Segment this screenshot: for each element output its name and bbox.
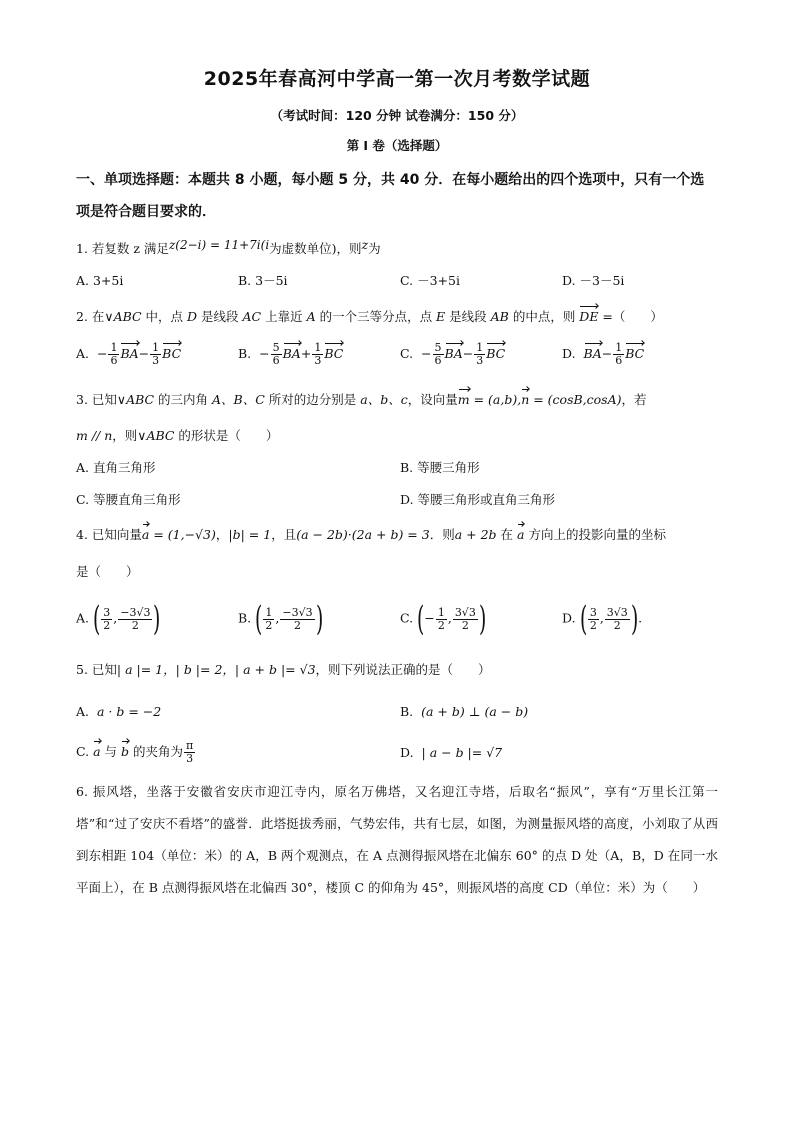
option-label: A. xyxy=(76,346,90,361)
exam-title: 2025年春高河中学高一第一次月考数学试题 xyxy=(203,68,591,90)
option-label: C. xyxy=(400,346,414,361)
q1-option-b[interactable]: B. 3－5i xyxy=(238,273,288,288)
q2-text: 上靠近 xyxy=(261,309,307,324)
option-label: C. xyxy=(76,744,90,759)
q4-text: ．则 xyxy=(429,527,455,542)
q5-text: ，则下列说法正确的是（ ） xyxy=(315,662,491,677)
q4-text: 4. 已知向量 xyxy=(76,527,142,542)
q1-option-c[interactable]: C. －3+5i xyxy=(400,273,460,288)
question-6: 6. 振风塔，坐落于安徽省安庆市迎江寺内，原名万佛塔，又名迎江寺塔，后取名“振风”，享有“万里长江第一塔”和“过了安庆不看塔”的盛誉．此塔挺拔秀丽，气势宏伟，共有七层，如图，为测量振风塔的高度，小刘取了从西到东相距 104（单位：米）的 A，B 两个观测点，在 A 点测得振风塔在北偏东 60° 的点 D 处（A，B，D 在同一水平面上），在 B 点测得振风塔在北偏西 30°，楼顶 C 的仰角为 45°，则振风塔的高度 CD（单位：米）为（ ） xyxy=(76,784,718,895)
q4-vector-a: a xyxy=(141,527,150,542)
exam-info: （考试时间：120 分钟 试卷满分：150 分） xyxy=(270,108,524,123)
q3-sides: a、b、c xyxy=(360,392,408,407)
q2-option-d[interactable]: D. BA− $\frac{1}{6}$ BC xyxy=(562,341,645,367)
q2-text: 是线段 xyxy=(445,309,491,324)
fraction: $\frac{3√3}{2}$ xyxy=(606,605,628,632)
q3-option-c[interactable]: C. 等腰直角三角形 xyxy=(76,492,181,507)
vector-ba: BA xyxy=(583,346,602,361)
q5-text: 的夹角为 xyxy=(129,744,183,759)
q5-option-b[interactable] xyxy=(400,703,528,721)
fraction: $\frac{5}{6}$ xyxy=(434,341,442,367)
vector-bc: BC xyxy=(625,346,645,361)
q4-vector-sum: a + 2b xyxy=(454,527,497,542)
option-label: A. xyxy=(76,704,90,719)
q3-parallel: m // n xyxy=(76,428,113,443)
option-label: D. xyxy=(400,745,414,760)
q3-text: 所对的边分别是 xyxy=(264,392,361,407)
vector-ba: BA xyxy=(444,346,463,361)
q3-text: 的形状是（ ） xyxy=(174,428,279,443)
q5-option-b-expr: (a + b) ⊥ (a − b) xyxy=(421,704,529,719)
q3-vector-n: n xyxy=(521,392,530,407)
fraction: $\frac{1}{3}$ xyxy=(314,341,322,367)
vector-bc: BC xyxy=(162,346,182,361)
fraction: $\frac{-3√3}{2}$ xyxy=(282,605,313,632)
q3-option-d[interactable]: D. 等腰三角形或直角三角形 xyxy=(400,492,556,507)
q1-var: z xyxy=(361,237,369,252)
q3-option-b[interactable]: B. 等腰三角形 xyxy=(400,460,480,475)
q3-text: 3. 已知∨ xyxy=(76,392,127,407)
option-label: B. xyxy=(238,610,252,626)
question-3 xyxy=(76,391,647,409)
q2-text: 是线段 xyxy=(197,309,243,324)
q1-prefix: 1. 若复数 z 满足 xyxy=(76,241,169,256)
q3-triangle: ABC xyxy=(126,392,155,407)
question-5 xyxy=(76,661,491,679)
q2-text: 的中点，则 xyxy=(508,309,580,324)
fraction: $\frac{3}{2}$ xyxy=(103,605,111,632)
q1-option-d[interactable]: D. －3－5i xyxy=(562,273,625,288)
fraction: $\frac{-3√3}{2}$ xyxy=(120,605,151,632)
q3-m-value: = (a,b), xyxy=(469,392,522,407)
fraction: $\frac{1}{3}$ xyxy=(476,341,484,367)
question-4 xyxy=(76,526,666,544)
q4-b-norm: |b| = 1 xyxy=(228,527,272,542)
q5-option-d-expr: | a − b |= √7 xyxy=(421,745,503,760)
q4-option-a[interactable]: A. ( $\frac{3}{2}$ , $\frac{-3√3}{2}$ ) xyxy=(76,599,161,639)
q5-cond-3: ，| a + b |= √3 xyxy=(222,662,316,677)
fraction: $\frac{1}{6}$ xyxy=(615,341,623,367)
q2-option-c[interactable]: C. − $\frac{5}{6}$ BA− $\frac{1}{3}$ BC xyxy=(400,341,506,367)
q5-option-a[interactable] xyxy=(76,703,161,721)
q5-option-d[interactable] xyxy=(400,744,502,762)
vector-bc: BC xyxy=(486,346,506,361)
q2-text: 的一个三等分点，点 xyxy=(315,309,437,324)
section-heading: 一、单项选择题：本题共 8 小题，每小题 5 分，共 40 分．在每小题给出的四个选项中，只有一个选项是符合题目要求的． xyxy=(76,172,705,220)
q4-text: 在 xyxy=(496,527,518,542)
vector-bc: BC xyxy=(324,346,344,361)
q4-option-d[interactable]: D. ( $\frac{3}{2}$ , $\frac{3√3}{2}$ ). xyxy=(562,599,643,639)
q5-cond-2: ，| b |= 2 xyxy=(163,662,223,677)
q2-point-a: A xyxy=(306,309,316,324)
fraction: $\frac{1}{2}$ xyxy=(437,605,445,632)
q4-condition: (a − 2b)·(2a + b) = 3 xyxy=(296,527,430,542)
q4-vector-a: a xyxy=(517,527,525,542)
question-3-line-2 xyxy=(76,427,278,445)
q3-text: 的三内角 xyxy=(154,392,213,407)
q2-vector-de: DE xyxy=(579,309,599,324)
q1-equation: z(2−i) = 11+7i xyxy=(168,238,261,252)
fraction: $\frac{3}{2}$ xyxy=(589,605,597,632)
option-label: C. xyxy=(400,610,414,626)
q1-suffix: 为虚数单位)，则 xyxy=(269,241,362,256)
q2-triangle: ABC xyxy=(113,309,142,324)
q2-end: =（ ） xyxy=(598,309,663,324)
fraction: $\frac{1}{3}$ xyxy=(152,341,160,367)
fraction: $\frac{\pi}{3}$ xyxy=(185,739,194,765)
q2-option-b[interactable]: B. − $\frac{5}{6}$ BA+ $\frac{1}{3}$ BC xyxy=(238,341,344,367)
option-label: B. xyxy=(400,704,414,719)
fraction: $\frac{1}{6}$ xyxy=(110,341,118,367)
option-label: A. xyxy=(76,610,90,626)
q5-text: 与 xyxy=(100,744,121,759)
q4-text: ，且 xyxy=(271,527,297,542)
fraction: $\frac{3√3}{2}$ xyxy=(454,605,476,632)
q3-text: ，则∨ xyxy=(112,428,147,443)
q3-triangle: ABC xyxy=(146,428,175,443)
q5-text: 5. 已知 xyxy=(76,662,117,677)
q2-text: 中，点 xyxy=(141,309,188,324)
option-label: D. xyxy=(562,610,576,626)
q2-point-d: D xyxy=(187,309,198,324)
q5-cond-1: | a |= 1 xyxy=(116,662,164,677)
q5-option-a-expr: a · b = −2 xyxy=(96,704,162,719)
option-label: B. xyxy=(238,346,252,361)
vector-ba: BA xyxy=(120,346,139,361)
q2-option-a[interactable]: A. − $\frac{1}{6}$ BA− $\frac{1}{3}$ BC xyxy=(76,341,182,367)
volume-label: 第 I 卷（选择题） xyxy=(346,138,448,153)
q2-prefix: 2. 在∨ xyxy=(76,309,114,324)
q4-option-b[interactable]: B. ( $\frac{1}{2}$ , $\frac{-3√3}{2}$ ) xyxy=(238,599,323,639)
q3-text: ，若 xyxy=(621,392,647,407)
q1-paren: (i xyxy=(260,238,270,252)
q2-seg-ab: AB xyxy=(490,309,509,324)
q3-text: ，设向量 xyxy=(407,392,458,407)
vector-a: a xyxy=(93,744,101,759)
q3-angles: A、B、C xyxy=(212,392,265,407)
q1-option-a[interactable]: A. 3+5i xyxy=(76,273,124,288)
fraction: $\frac{5}{6}$ xyxy=(272,341,280,367)
vector-b: b xyxy=(120,744,129,759)
vector-ba: BA xyxy=(282,346,301,361)
question-1 xyxy=(76,236,381,258)
q2-seg-ac: AC xyxy=(242,309,262,324)
q5-option-c[interactable] xyxy=(76,740,196,765)
q3-vector-m: m xyxy=(457,392,470,407)
q1-end: 为 xyxy=(368,241,381,256)
fraction: $\frac{1}{2}$ xyxy=(265,605,273,632)
question-4-line-2: 是（ ） xyxy=(76,564,139,579)
option-label: D. xyxy=(562,346,576,361)
q2-point-e: E xyxy=(436,309,446,324)
question-2 xyxy=(76,308,663,326)
q4-option-c[interactable]: C. (− $\frac{1}{2}$ , $\frac{3√3}{2}$ ) xyxy=(400,599,487,639)
q3-n-value: = (cosB,cosA) xyxy=(529,392,622,407)
q4-text: 方向上的投影向量的坐标 xyxy=(524,527,666,542)
q3-option-a[interactable]: A. 直角三角形 xyxy=(76,460,156,475)
q4-text: ， xyxy=(215,527,229,542)
q4-a-value: = (1,−√3) xyxy=(149,527,216,542)
